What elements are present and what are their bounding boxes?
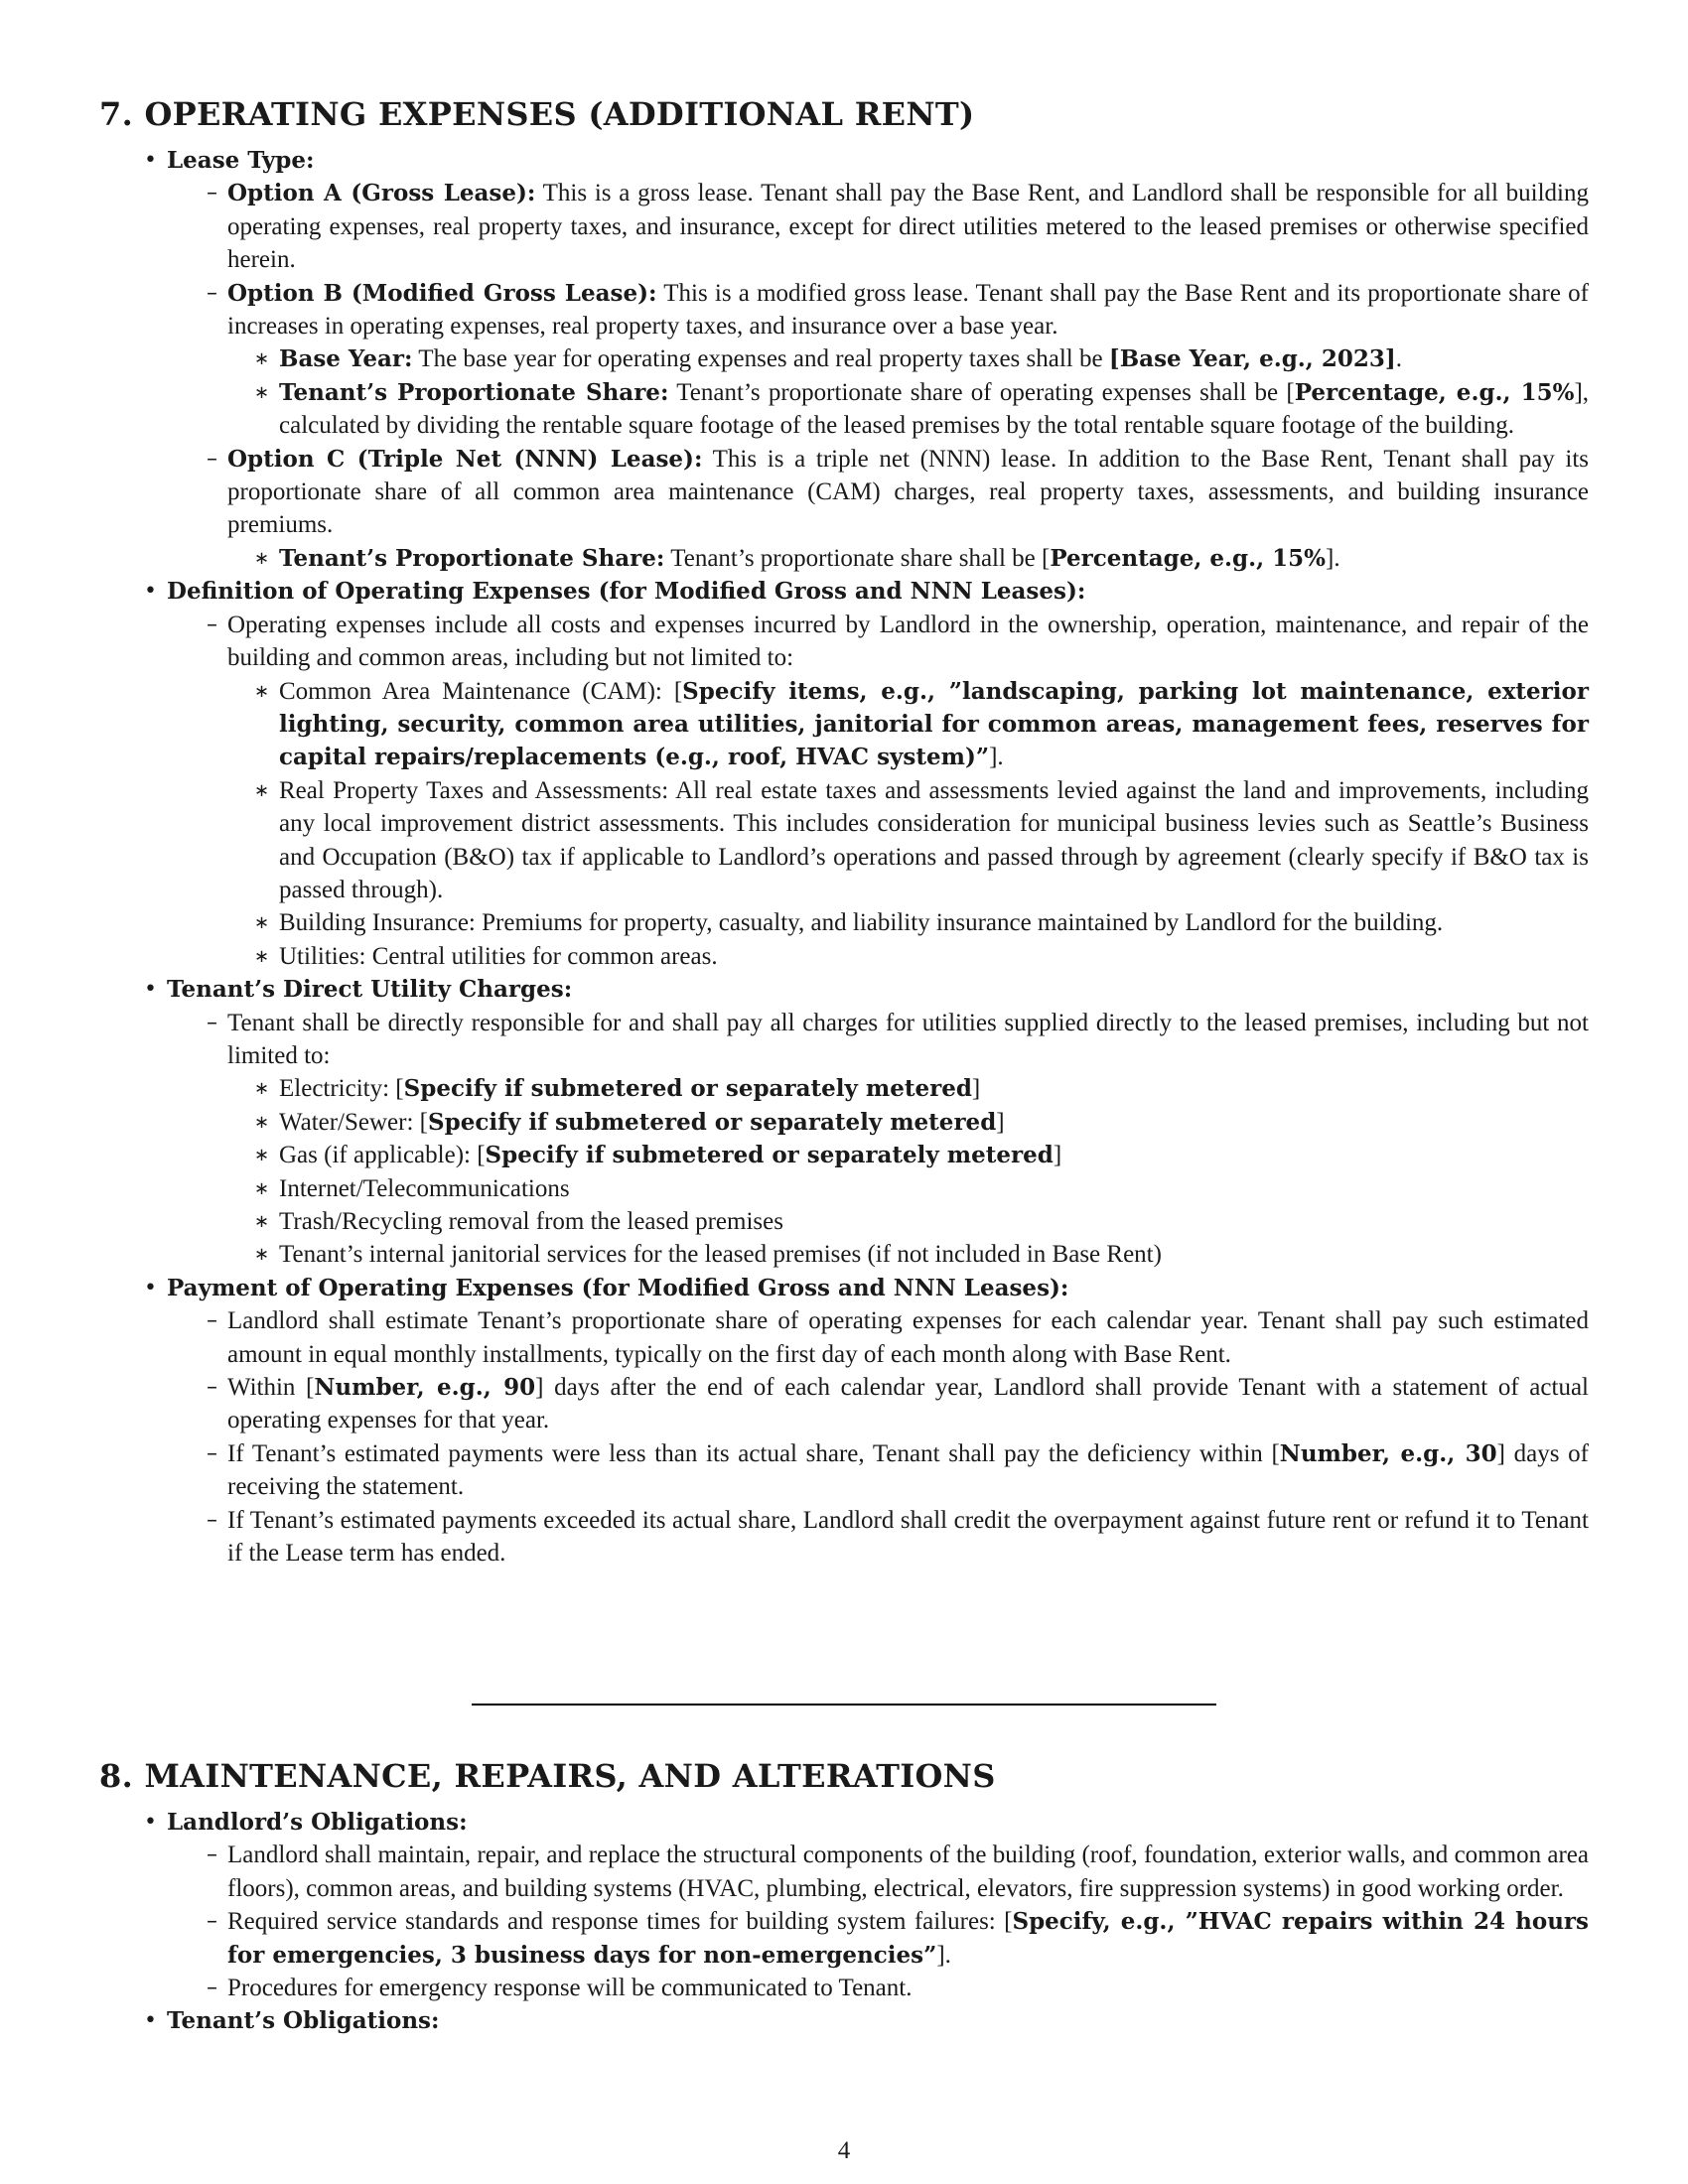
bullet-marker: •: [144, 2008, 157, 2034]
star-marker: ∗: [253, 1244, 269, 1266]
internet-item: ∗ Internet/Telecommunications: [279, 1172, 1589, 1205]
option-a-item: – Option A (Gross Lease): This is a gross lease. Tenant shall pay the Base Rent, and Landlord shall be responsible for all building operating expenses, real property taxes, and insurance, except for direct utilities metered to the leased premises or otherwise specified herein.: [227, 177, 1589, 276]
nnn-share-item: ∗ Tenant’s Proportionate Share: Tenant’s proportionate share shall be [Percentage, e.g., 15%].: [279, 542, 1589, 575]
star-marker: ∗: [253, 1078, 269, 1100]
proportionate-share-item: ∗ Tenant’s Proportionate Share: Tenant’s proportionate share of operating expenses shall be [Percentage, e.g., 15%], calculated by dividing the rentable square footage of the leased premises by the total rentable square footage of the building.: [279, 376, 1589, 443]
maintain-item: – Landlord shall maintain, repair, and replace the structural components of the building (roof, foundation, exterior walls, and common area floors), common areas, and building systems (HVAC, plumbing, electrical, elevators, fire suppression systems) in good working order.: [227, 1839, 1589, 1905]
bullet-marker: •: [144, 148, 157, 173]
section-8-body: [0, 1806, 1688, 2038]
star-marker: ∗: [253, 1111, 269, 1133]
section-divider: [472, 1704, 1216, 1706]
taxes-item: ∗ Real Property Taxes and Assessments: All real estate taxes and assessments levied against the land and improvements, including any local improvement district assessments. This includes consideration for municipal business levies such as Seattle’s Business and Occupation (B&O) tax if applicable to Landlord’s operations and passed through by agreement (clearly specify if B&O tax is passed through).: [279, 774, 1589, 907]
service-standards-item: – Required service standards and response times for building system failures: [Specify, e.g., ”HVAC repairs within 24 hours for emergencies, 3 business days for non-emergencies”].: [227, 1905, 1589, 1972]
bullet-marker: •: [144, 977, 157, 1003]
dash-marker: –: [207, 1843, 217, 1868]
bullet-marker: •: [144, 1810, 157, 1835]
definition-item: • Definition of Operating Expenses (for Modified Gross and NNN Leases):: [167, 575, 1589, 608]
dash-marker: –: [207, 446, 217, 472]
statement-item: – Within [Number, e.g., 90] days after the end of each calendar year, Landlord shall provide Tenant with a statement of actual operating expenses for that year.: [227, 1371, 1589, 1437]
star-marker: ∗: [253, 547, 269, 569]
dash-marker: –: [207, 1909, 217, 1935]
overpayment-item: – If Tenant’s estimated payments exceeded its actual share, Landlord shall credit the overpayment against future rent or refund it to Tenant if the Lease term has ended.: [227, 1504, 1589, 1570]
electricity-item: ∗ Electricity: [Specify if submetered or separately metered]: [279, 1072, 1589, 1105]
estimate-item: – Landlord shall estimate Tenant’s proportionate share of operating expenses for each calendar year. Tenant shall pay such estimated amount in equal monthly installments, typically on the first day of each month along with Base Rent.: [227, 1304, 1589, 1371]
lease-type-item: • Lease Type:: [167, 144, 1589, 177]
section-8-title: 8. MAINTENANCE, REPAIRS, AND ALTERATIONS: [99, 1757, 996, 1795]
star-marker: ∗: [253, 945, 269, 967]
dash-marker: –: [207, 1976, 217, 2001]
dash-marker: –: [207, 280, 217, 306]
star-marker: ∗: [253, 1211, 269, 1232]
dash-marker: –: [207, 1375, 217, 1401]
dash-marker: –: [207, 1507, 217, 1533]
star-marker: ∗: [253, 1177, 269, 1199]
option-c-item: – Option C (Triple Net (NNN) Lease): This is a triple net (NNN) lease. In addition to the Base Rent, Tenant shall pay its proportionate share of all common area maintenance (CAM) charges, real property taxes, assessments, and building insurance premiums.: [227, 443, 1589, 542]
cam-item: ∗ Common Area Maintenance (CAM): [Specify items, e.g., ”landscaping, parking lot maintenance, exterior lighting, security, common area utilities, janitorial for common areas, management fees, reserves for capital repairs/replacements (e.g., roof, HVAC system)”].: [279, 675, 1589, 774]
emergency-item: – Procedures for emergency response will be communicated to Tenant.: [227, 1972, 1589, 2004]
star-marker: ∗: [253, 1145, 269, 1166]
janitorial-item: ∗ Tenant’s internal janitorial services for the leased premises (if not included in Base Rent): [279, 1238, 1589, 1271]
star-marker: ∗: [253, 348, 269, 370]
gas-item: ∗ Gas (if applicable): [Specify if submetered or separately metered]: [279, 1139, 1589, 1171]
common-utilities-item: ∗ Utilities: Central utilities for common areas.: [279, 940, 1589, 973]
direct-utilities-intro-item: – Tenant shall be directly responsible for and shall pay all charges for utilities supplied directly to the leased premises, including but not limited to:: [227, 1007, 1589, 1073]
payment-item: • Payment of Operating Expenses (for Modified Gross and NNN Leases):: [167, 1272, 1589, 1304]
dash-marker: –: [207, 181, 217, 206]
star-marker: ∗: [253, 779, 269, 801]
star-marker: ∗: [253, 680, 269, 702]
bullet-marker: •: [144, 579, 157, 605]
dash-marker: –: [207, 1308, 217, 1334]
dash-marker: –: [207, 1010, 217, 1035]
section-7-title: 7. OPERATING EXPENSES (ADDITIONAL RENT): [99, 95, 975, 133]
page-number: 4: [837, 2137, 851, 2164]
definition-intro-item: – Operating expenses include all costs and expenses incurred by Landlord in the ownership, operation, maintenance, and repair of the building and common areas, including but not limited to:: [227, 609, 1589, 675]
bullet-marker: •: [144, 1275, 157, 1300]
water-sewer-item: ∗ Water/Sewer: [Specify if submetered or separately metered]: [279, 1106, 1589, 1139]
trash-item: ∗ Trash/Recycling removal from the leased premises: [279, 1205, 1589, 1238]
tenant-obligations-item: • Tenant’s Obligations:: [167, 2004, 1589, 2037]
landlord-obligations-item: • Landlord’s Obligations:: [167, 1806, 1589, 1839]
dash-marker: –: [207, 612, 217, 637]
star-marker: ∗: [253, 912, 269, 934]
section-7-body: [0, 144, 1688, 1570]
dash-marker: –: [207, 1440, 217, 1466]
option-b-item: – Option B (Modified Gross Lease): This is a modified gross lease. Tenant shall pay the Base Rent and its proportionate share of increases in operating expenses, real property taxes, and insurance over a base year.: [227, 277, 1589, 343]
base-year-item: ∗ Base Year: The base year for operating expenses and real property taxes shall be [Base Year, e.g., 2023].: [279, 342, 1589, 375]
direct-utilities-item: • Tenant’s Direct Utility Charges:: [167, 973, 1589, 1006]
insurance-item: ∗ Building Insurance: Premiums for property, casualty, and liability insurance maintained by Landlord for the building.: [279, 906, 1589, 939]
deficiency-item: – If Tenant’s estimated payments were less than its actual share, Tenant shall pay the deficiency within [Number, e.g., 30] days of receiving the statement.: [227, 1437, 1589, 1504]
star-marker: ∗: [253, 381, 269, 403]
